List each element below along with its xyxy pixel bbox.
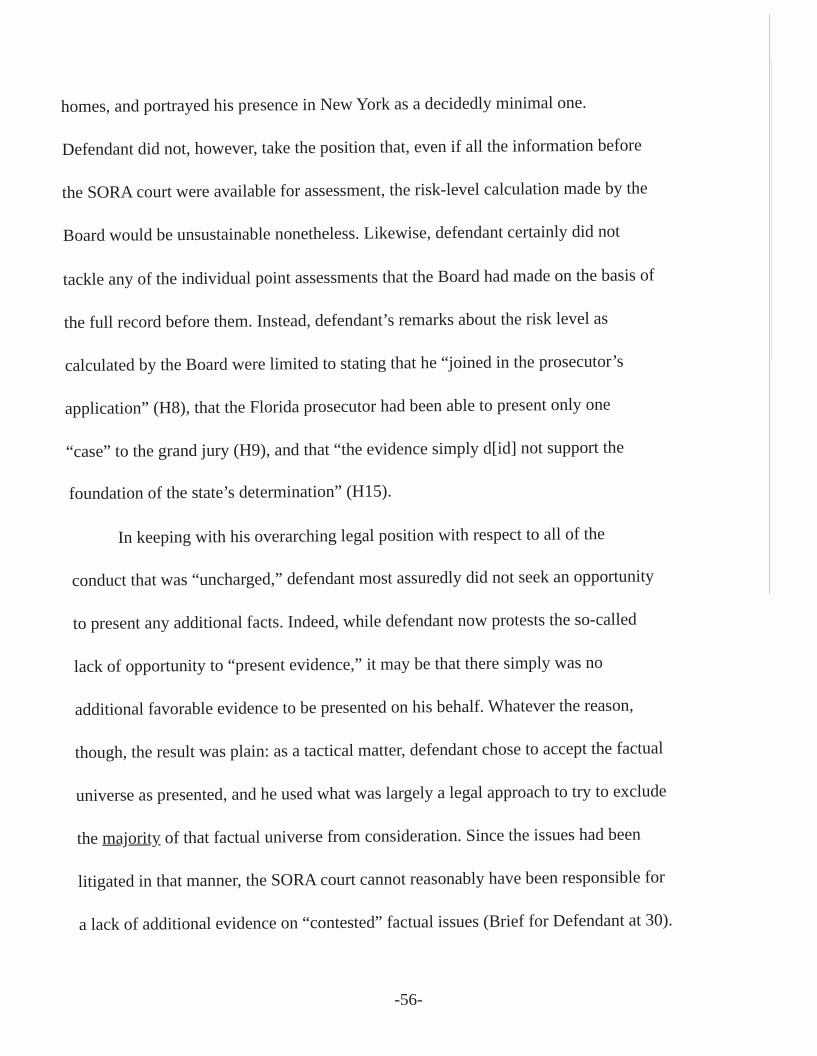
text-line-18 [77, 825, 641, 849]
text-line-5: tackle any of the individual point assessments that the Board had made on the basis of [62, 265, 655, 289]
text-line-18-before: the [76, 828, 103, 848]
text-line-19: litigated in that manner, the SORA court cannot reasonably have been responsible for [77, 867, 665, 891]
scan-edge-line [769, 14, 770, 594]
text-line-12: conduct that was “uncharged,” defendant most assuredly did not seek an opportunity [71, 566, 655, 590]
text-line-18-after: of that factual universe from consideration. Since the issues had been [160, 824, 641, 848]
text-line-10: foundation of the state’s determination” (H15). [68, 481, 392, 503]
text-line-20: a lack of additional evidence on “contested” factual issues (Brief for Defendant at 30). [78, 910, 673, 934]
underlined-majority: majority [102, 828, 161, 848]
text-line-17: universe as presented, and he used what was largely a legal approach to try to exclude [75, 781, 667, 805]
text-line-13: to present any additional facts. Indeed, while defendant now protests the so-called [72, 609, 637, 633]
text-line-3: the SORA court were available for assessment, the risk-level calculation made by the [61, 178, 648, 202]
text-line-8: application” (H8), that the Florida prosecutor had been able to present only one [64, 394, 611, 418]
page-number: -56- [394, 990, 423, 1009]
text-line-1: homes, and portrayed his presence in New York as a decidedly minimal one. [60, 92, 587, 116]
text-line-15: additional favorable evidence to be presented on his behalf. Whatever the reason, [74, 695, 634, 719]
text-line-9: “case” to the grand jury (H9), and that “the evidence simply d[id] not support the [65, 437, 625, 461]
text-line-14: lack of opportunity to “present evidence,” it may be that there simply was no [73, 652, 603, 676]
text-line-4: Board would be unsustainable nonetheless. Likewise, defendant certainly did not [62, 221, 621, 245]
text-line-7: calculated by the Board were limited to stating that he “joined in the prosecutor’s [64, 351, 624, 375]
text-line-11: In keeping with his overarching legal position with respect to all of the [117, 524, 605, 547]
text-line-2: Defendant did not, however, take the position that, even if all the information before [61, 135, 642, 159]
text-line-16: though, the result was plain: as a tactical matter, defendant chose to accept the factual [74, 738, 664, 762]
scan-edge-line-secondary [771, 60, 772, 360]
text-line-6: the full record before them. Instead, defendant’s remarks about the risk level as [63, 308, 609, 332]
